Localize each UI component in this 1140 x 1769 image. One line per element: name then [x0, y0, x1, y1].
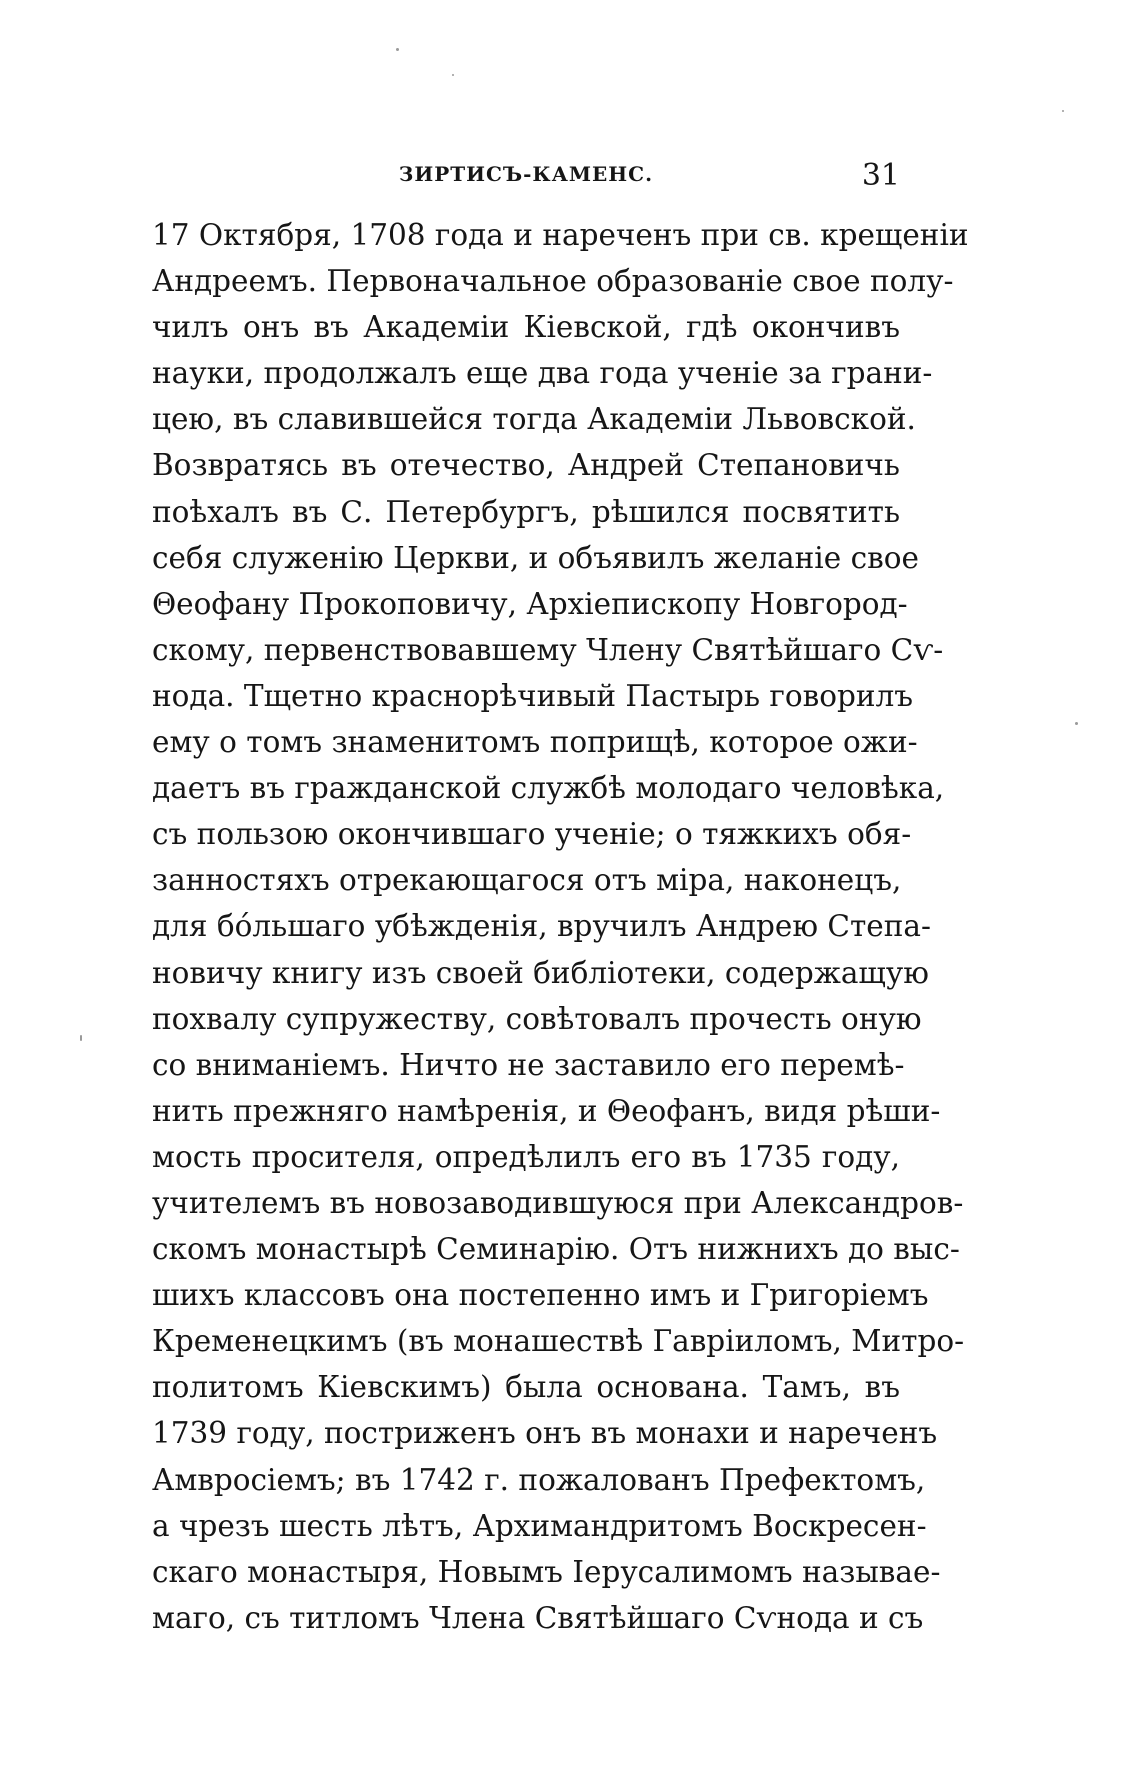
text-line: науки, продолжалъ еще два года ученіе за грани-: [152, 356, 933, 391]
text-line: себя служенію Церкви, и объявилъ желаніе свое: [152, 540, 919, 575]
running-head: ЗИРТИСЪ-КАМЕНС.: [398, 162, 654, 186]
text-line: скомъ монастырѣ Семинарію. Отъ нижнихъ до выс-: [152, 1232, 960, 1267]
text-line: политомъ Кіевскимъ) была основана. Тамъ, въ: [152, 1370, 900, 1405]
text-line: нода. Тщетно краснорѣчивый Пастырь говорилъ: [152, 678, 914, 713]
text-line: похвалу супружеству, совѣтовалъ прочесть оную: [152, 1001, 922, 1036]
scan-speck: [396, 48, 399, 51]
text-line: съ пользою окончившаго ученіе; о тяжкихъ обя-: [152, 817, 912, 852]
text-line: нить прежняго намѣренія, и Θеофанъ, видя рѣши-: [152, 1093, 941, 1128]
text-line: цею, въ славившейся тогда Академіи Львовской.: [152, 402, 916, 437]
text-line: Амвросіемъ; въ 1742 г. пожалованъ Префектомъ,: [152, 1462, 926, 1497]
page-header: [152, 158, 900, 198]
text-line: 17 Октября, 1708 года и нареченъ при св. крещеніи: [152, 218, 969, 252]
text-line: Возвратясь въ отечество, Андрей Степановичь: [152, 448, 900, 483]
text-line: маго, съ титломъ Члена Святѣйшаго Сѵнода и съ: [152, 1600, 924, 1635]
scan-speck: [1062, 110, 1064, 112]
text-line: Андреемъ. Первоначальное образованіе свое полу-: [152, 264, 954, 299]
text-line: поѣхалъ въ С. Петербургъ, рѣшился посвятить: [152, 494, 900, 529]
scan-speck: [1075, 722, 1078, 725]
text-line: скаго монастыря, Новымъ Іерусалимомъ называе-: [152, 1554, 941, 1589]
scan-speck: [452, 74, 454, 76]
text-line: чилъ онъ въ Академіи Кіевской, гдѣ окончивъ: [152, 310, 900, 345]
text-line: 1739 году, постриженъ онъ въ монахи и нареченъ: [152, 1416, 938, 1451]
text-line: для бо́льшаго убѣжденія, вручилъ Андрею Степа-: [152, 909, 931, 944]
text-line: Кременецкимъ (въ монашествѣ Гавріиломъ, Митро-: [152, 1324, 965, 1359]
body-text: [152, 212, 969, 1641]
scan-speck: [80, 1035, 82, 1041]
text-line: а чрезъ шесть лѣтъ, Архимандритомъ Воскресен-: [152, 1508, 927, 1543]
text-line: даетъ въ гражданской службѣ молодаго человѣка,: [152, 771, 945, 806]
text-line: со вниманіемъ. Ничто не заставило его перемѣ-: [152, 1047, 905, 1082]
page-number: 31: [861, 158, 900, 193]
text-line: скому, первенствовавшему Члену Святѣйшаго Сѵ-: [152, 632, 944, 667]
text-line: новичу книгу изъ своей библіотеки, содержащую: [152, 955, 929, 990]
text-line: Θеофану Прокоповичу, Архіепископу Новгород-: [152, 586, 908, 621]
text-line: ему о томъ знаменитомъ поприщѣ, которое ожи-: [152, 725, 918, 760]
text-line: мость просителя, опредѣлилъ его въ 1735 году,: [152, 1139, 900, 1174]
text-line: учителемъ въ новозаводившуюся при Александров-: [152, 1185, 964, 1220]
text-line: шихъ классовъ она постепенно имъ и Григоріемъ: [152, 1278, 929, 1313]
text-line: занностяхъ отрекающагося отъ міра, наконецъ,: [152, 863, 902, 898]
